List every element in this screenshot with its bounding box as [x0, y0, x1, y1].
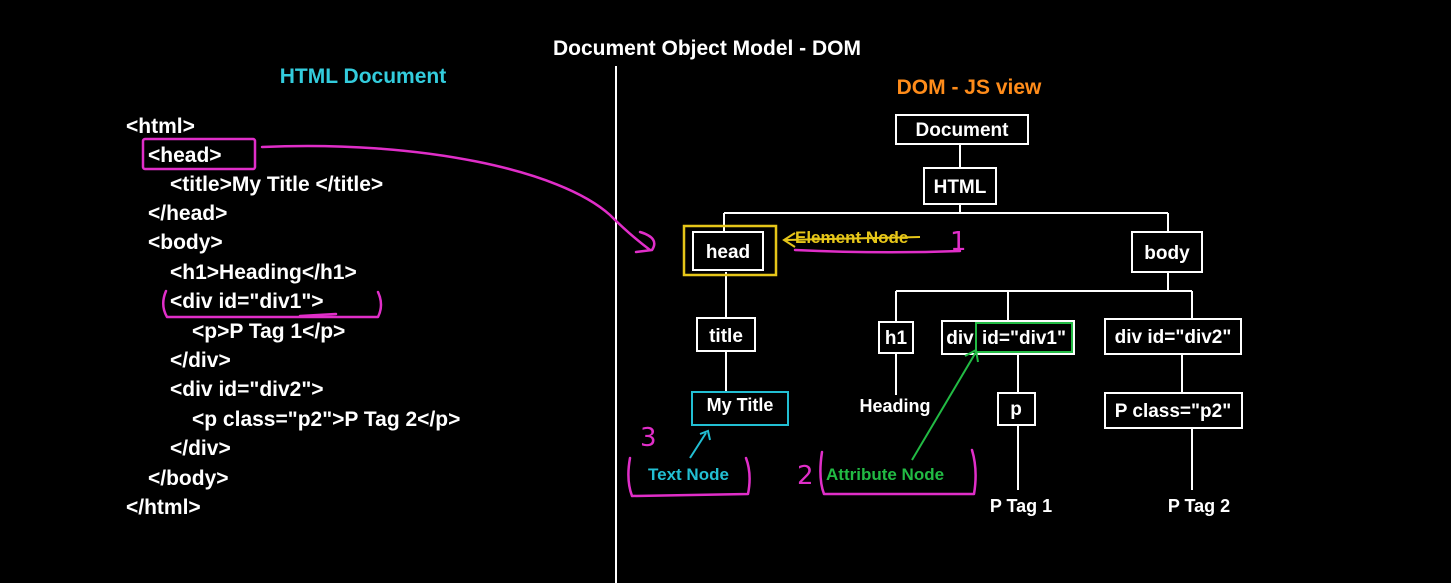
code-line: <head> — [148, 144, 222, 167]
diagram-title: Document Object Model - DOM — [552, 37, 862, 60]
code-line: <div id="div1"> — [170, 290, 324, 313]
code-line: </div> — [170, 437, 231, 460]
div2-node-label: div id="div2" — [1114, 327, 1232, 348]
code-line: </body> — [148, 467, 229, 490]
code-line: <p class="p2">P Tag 2</p> — [192, 408, 461, 431]
p2-node-label: P class="p2" — [1114, 401, 1232, 422]
text-node-arrow — [690, 433, 706, 458]
div1-tag-label: div — [946, 328, 974, 349]
title-node-label: title — [709, 326, 743, 347]
element-node-underline — [795, 250, 960, 252]
attribute-node-label: Attribute Node — [826, 465, 945, 484]
code-line: <p>P Tag 1</p> — [192, 320, 346, 343]
code-line: <title>My Title </title> — [170, 173, 384, 196]
html-document-heading: HTML Document — [279, 65, 447, 88]
dom-js-view-heading: DOM - JS view — [896, 76, 1042, 99]
element-node-label: Element Node — [795, 228, 909, 247]
code-line: </div> — [170, 349, 231, 372]
heading-text-leaf: Heading — [859, 396, 931, 416]
html-node-label: HTML — [933, 177, 987, 198]
annotation-number-2: 2 — [797, 461, 814, 491]
code-line: </head> — [148, 202, 228, 225]
document-node-label: Document — [915, 120, 1009, 141]
div1-attr-label: id="div1" — [981, 328, 1067, 349]
body-node-label: body — [1144, 243, 1190, 264]
code-line: <h1>Heading</h1> — [170, 261, 357, 284]
code-line: </html> — [126, 496, 201, 519]
text-node-label: Text Node — [648, 465, 729, 484]
annotation-number-3: 3 — [640, 423, 657, 453]
div1-underline — [300, 314, 336, 316]
head-node-label: head — [705, 242, 751, 263]
code-line: <html> — [126, 115, 195, 138]
code-line: <div id="div2"> — [170, 378, 324, 401]
p-tag-2-text-leaf: P Tag 2 — [1167, 496, 1231, 516]
my-title-text-label: My Title — [706, 395, 774, 415]
h1-node-label: h1 — [884, 328, 908, 349]
p1-node-label: p — [1010, 399, 1022, 420]
code-line: <body> — [148, 231, 223, 254]
head-arrow — [262, 146, 650, 250]
p-tag-1-text-leaf: P Tag 1 — [989, 496, 1053, 516]
annotation-number-1: 1 — [950, 227, 967, 257]
